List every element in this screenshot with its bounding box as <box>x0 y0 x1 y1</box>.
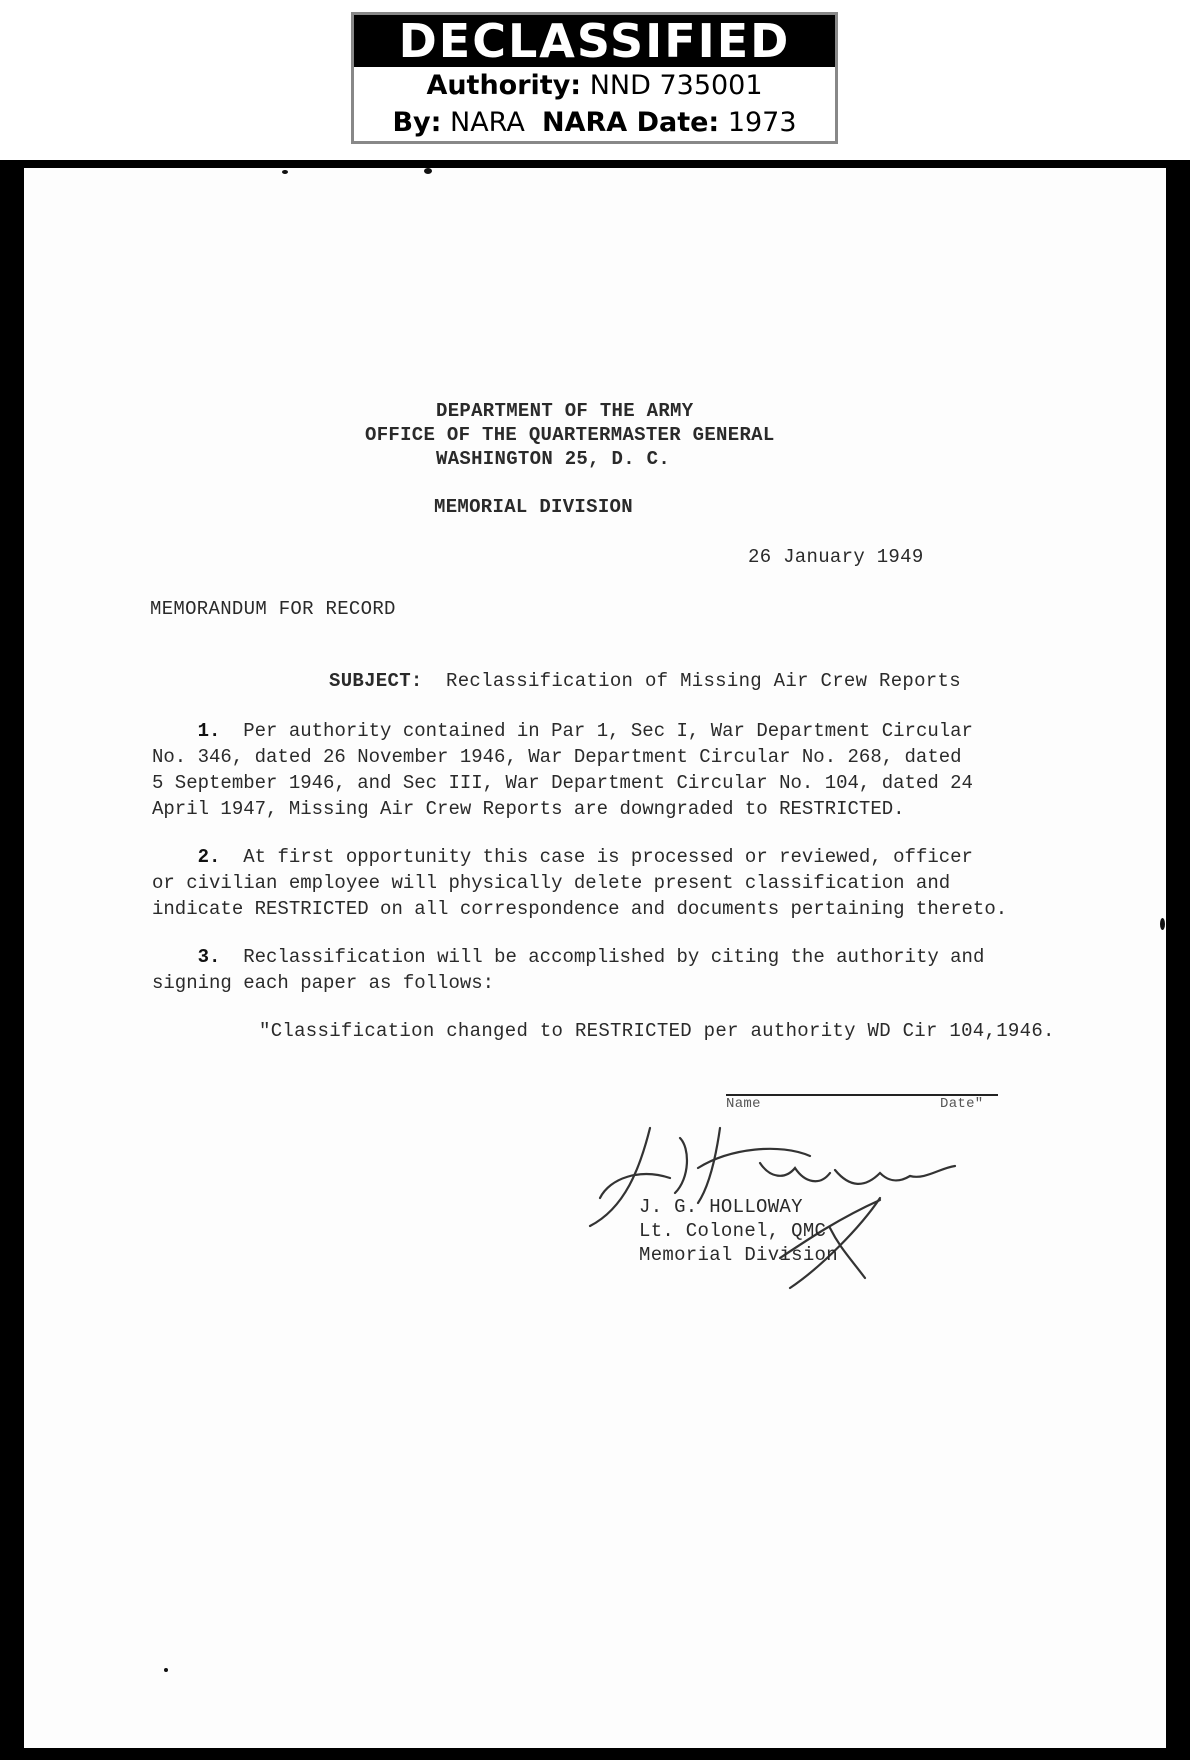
paragraph-2-line: or civilian employee will physically delete present classification and <box>152 872 951 894</box>
paragraph-2-line: At first opportunity this case is processed or reviewed, officer <box>243 846 973 868</box>
paragraph-1-line: April 1947, Missing Air Crew Reports are downgraded to RESTRICTED. <box>152 798 905 820</box>
declassified-stamp <box>351 12 838 144</box>
paragraph-2-line: indicate RESTRICTED on all correspondence and documents pertaining thereto. <box>152 898 1008 920</box>
paragraph-1 <box>152 718 973 822</box>
stamp-authority-value: NND 735001 <box>589 70 763 101</box>
paragraph-3-line: Reclassification will be accomplished by citing the authority and <box>243 946 985 968</box>
stamp-by-label: By: <box>392 107 442 138</box>
subject-label: SUBJECT: <box>329 670 423 692</box>
memo-date: 26 January 1949 <box>748 546 924 568</box>
signer-unit: Memorial Division <box>639 1244 838 1266</box>
stamp-title: DECLASSIFIED <box>354 15 835 67</box>
classification-quote: "Classification changed to RESTRICTED per authority WD Cir 104,1946. <box>259 1020 1055 1042</box>
signer-name: J. G. HOLLOWAY <box>639 1196 803 1218</box>
signer-rank: Lt. Colonel, QMC <box>639 1220 827 1242</box>
signature-date-label: Date" <box>940 1096 984 1112</box>
stamp-date-label: NARA Date: <box>542 107 720 138</box>
paragraph-1-line: Per authority contained in Par 1, Sec I, War Department Circular <box>243 720 973 742</box>
stamp-by-line <box>354 104 835 141</box>
stamp-authority-label: Authority: <box>426 70 582 101</box>
paragraph-3-line: signing each paper as follows: <box>152 972 495 994</box>
paragraph-2 <box>152 844 1007 922</box>
stamp-date-value: 1973 <box>727 107 797 138</box>
letterhead-division: MEMORIAL DIVISION <box>434 496 633 518</box>
paragraph-1-line: 5 September 1946, and Sec III, War Department Circular No. 104, dated 24 <box>152 772 973 794</box>
subject-line <box>329 670 961 692</box>
scan-speck <box>1160 918 1165 930</box>
paragraph-2-number: 2. <box>197 846 221 868</box>
scan-speck <box>164 1668 168 1672</box>
letterhead-address: WASHINGTON 25, D. C. <box>436 448 671 470</box>
scan-speck <box>424 168 432 174</box>
paragraph-3-number: 3. <box>197 946 221 968</box>
signature-name-label: Name <box>726 1096 761 1112</box>
paragraph-1-line: No. 346, dated 26 November 1946, War Department Circular No. 268, dated <box>152 746 962 768</box>
scan-speck <box>282 170 288 174</box>
stamp-authority-line <box>354 67 835 104</box>
paragraph-1-number: 1. <box>197 720 221 742</box>
letterhead-office: OFFICE OF THE QUARTERMASTER GENERAL <box>365 424 775 446</box>
letterhead-department: DEPARTMENT OF THE ARMY <box>436 400 694 422</box>
subject-text: Reclassification of Missing Air Crew Reports <box>446 670 961 692</box>
stamp-by-value: NARA <box>450 107 525 138</box>
memo-title: MEMORANDUM FOR RECORD <box>150 598 396 620</box>
paragraph-3 <box>152 944 984 996</box>
